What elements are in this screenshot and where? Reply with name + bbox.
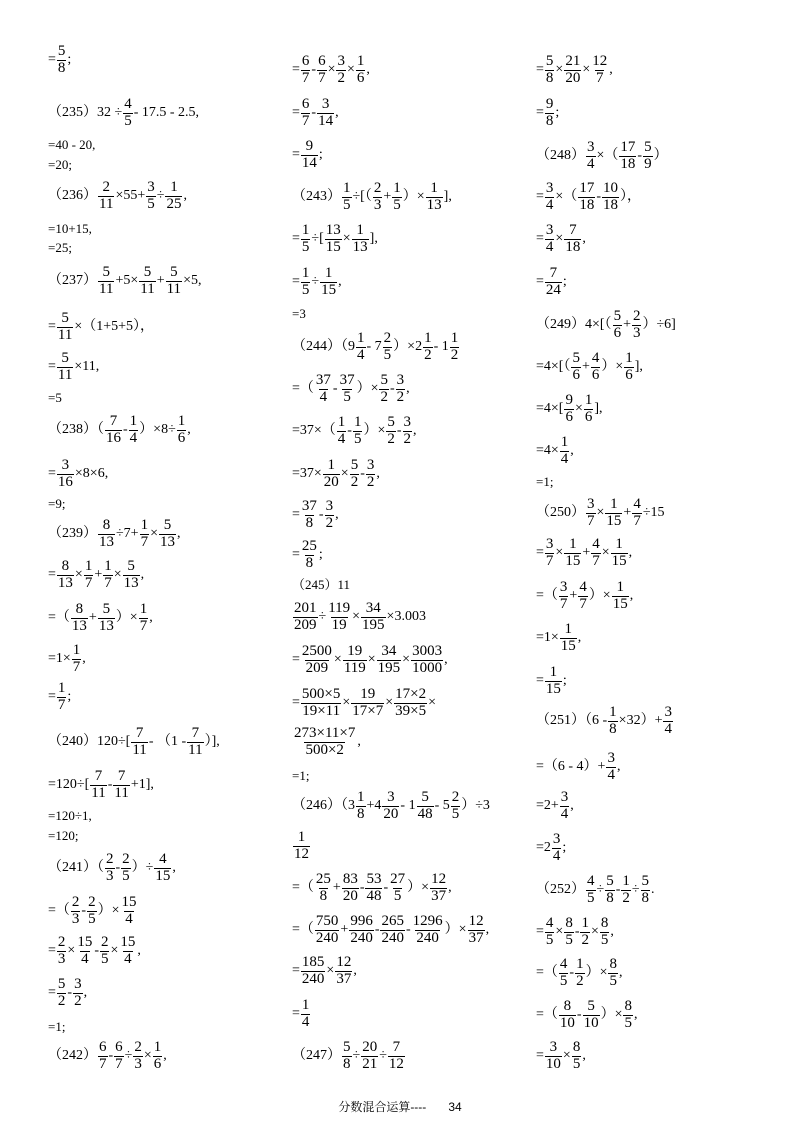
fraction: $\frac{25}{8}$	[301, 537, 317, 571]
fraction: $\frac{3003}{1000}$	[412, 642, 443, 676]
fraction: $\frac{5}{8}$	[606, 872, 614, 906]
fraction: $\frac{7}{11}$	[114, 767, 129, 801]
fraction: $\frac{3}{4}$	[587, 138, 595, 172]
fraction: $\frac{10}{18}$	[602, 179, 618, 213]
equation-line: （238）（ $\frac{7}{16}$ - $\frac{1}{4}$ ）×8÷ $\frac{1}{6}$ ,	[48, 412, 191, 446]
fraction: $\frac{1}{4}$	[337, 413, 346, 447]
equation-line: （250） $\frac{3}{7}$ × $\frac{1}{15}$ + $\frac{4}{7}$ ÷15	[536, 495, 665, 529]
fraction: $\frac{4}{5}$	[559, 955, 568, 989]
fraction: $\frac{7}{16}$	[106, 412, 121, 446]
footer-title: 分数混合运算----	[338, 1100, 427, 1114]
fraction: $\frac{13}{15}$	[325, 221, 341, 255]
equation-line: = $\frac{9}{8}$ ;	[536, 95, 560, 129]
equation-line: = $\frac{6}{7}$ - $\frac{3}{14}$ ,	[292, 95, 339, 129]
fraction: $\frac{1}{15}$	[545, 663, 561, 697]
fraction: $\frac{3}{16}$	[57, 456, 73, 490]
fraction: $\frac{3}{4}$	[664, 703, 672, 737]
fraction: $\frac{21}{20}$	[565, 52, 581, 86]
fraction: $\frac{1}{5}$	[301, 221, 310, 255]
equation-line: =10+15,	[48, 220, 92, 236]
fraction: $\frac{5}{8}$	[545, 52, 554, 86]
fraction: $\frac{2500}{209}$	[301, 642, 332, 676]
equation-line: （239） $\frac{8}{13}$ ÷7+ $\frac{1}{7}$ × $\frac{5}{13}$ ,	[48, 516, 181, 550]
fraction: $\frac{5}{11}$	[57, 309, 73, 343]
fraction: $\frac{5}{48}$	[417, 788, 433, 822]
fraction: $\frac{6}{7}$	[99, 1038, 107, 1072]
equation-line: =9;	[48, 495, 66, 511]
fraction: $\frac{3}{5}$	[147, 178, 155, 212]
equation-line: = $\frac{37}{8}$ - $\frac{3}{2}$ ,	[292, 497, 339, 531]
fraction: $\frac{3}{4}$	[552, 830, 561, 864]
fraction: $\frac{1}{6}$	[584, 391, 593, 425]
fraction: $\frac{9}{6}$	[565, 391, 573, 425]
fraction: $\frac{1}{5}$	[353, 413, 362, 447]
equation-line: （244）（9 $\frac{1}{4}$ - 7 $\frac{2}{5}$ ）×2 $\frac{1}{2}$ - 1 $\frac{1}{2}$	[292, 329, 459, 363]
equation-line: =1× $\frac{1}{15}$ ,	[536, 620, 582, 654]
fraction: $\frac{34}{195}$	[377, 642, 401, 676]
fraction: $\frac{1}{4}$	[129, 412, 138, 446]
fraction: $\frac{1}{2}$	[581, 914, 589, 948]
fraction: $\frac{5}{13}$	[160, 516, 175, 550]
fraction: $\frac{17}{18}$	[579, 179, 595, 213]
fraction: $\frac{1}{15}$	[565, 535, 581, 569]
fraction: $\frac{1}{7}$	[57, 679, 66, 713]
fraction: $\frac{1}{25}$	[166, 178, 182, 212]
fraction: $\frac{6}{7}$	[301, 52, 310, 86]
equation-line: = $\frac{185}{240}$ × $\frac{12}{37}$ ,	[292, 953, 357, 987]
equation-line: =2+ $\frac{3}{4}$ ,	[536, 788, 574, 822]
equation-line: =1;	[536, 473, 554, 489]
fraction: $\frac{5}{6}$	[572, 349, 580, 383]
fraction: $\frac{3}{2}$	[396, 371, 405, 405]
fraction: $\frac{4}{6}$	[591, 349, 600, 383]
fraction: $\frac{4}{5}$	[587, 872, 595, 906]
equation-line	[292, 829, 311, 863]
fraction: $\frac{4}{5}$	[545, 914, 554, 948]
fraction: $\frac{1}{15}$	[611, 535, 627, 569]
fraction: $\frac{1296}{240}$	[412, 912, 443, 946]
fraction: $\frac{1}{2}$	[576, 955, 584, 989]
fraction: $\frac{5}{11}$	[99, 263, 114, 297]
equation-line: =5	[48, 389, 62, 405]
equation-line: = $\frac{3}{4}$ ×（ $\frac{17}{18}$ - $\frac{10}{18}$ ），	[536, 179, 641, 213]
equation-line: （237） $\frac{5}{11}$ +5× $\frac{5}{11}$ + $\frac{5}{11}$ ×5,	[48, 263, 202, 297]
equation-line: = $\frac{1}{4}$	[292, 996, 310, 1030]
fraction: $\frac{7}{11}$	[188, 724, 203, 758]
equation-line: （235）32 ÷ $\frac{4}{5}$ - 17.5 - 2.5,	[48, 95, 200, 129]
fraction: $\frac{15}{4}$	[77, 933, 93, 967]
fraction: $\frac{750}{240}$	[315, 912, 339, 946]
equation-line: =1× $\frac{1}{7}$ ,	[48, 641, 86, 675]
fraction: $\frac{5}{10}$	[583, 997, 599, 1031]
fraction: $\frac{1}{5}$	[301, 264, 310, 298]
fraction: $\frac{185}{240}$	[301, 953, 325, 987]
equation-line: =（ $\frac{25}{8}$ + $\frac{83}{20}$ - $\frac{53}{48}$ - $\frac{27}{5}$ ）× $\frac{12}{37}$ ,	[292, 870, 452, 904]
fraction: $\frac{4}{7}$	[579, 578, 587, 612]
fraction: $\frac{1}{5}$	[343, 179, 351, 213]
fraction: $\frac{37}{8}$	[301, 497, 317, 531]
equation-line: $\frac{201}{209}$ ÷ $\frac{119}{19}$ × $\frac{34}{195}$ ×3.003	[294, 599, 426, 633]
equation-line: =120÷[ $\frac{7}{11}$ - $\frac{7}{11}$ +1],	[48, 767, 154, 801]
fraction: $\frac{19}{119}$	[343, 642, 366, 676]
equation-line: = $\frac{1}{15}$ ;	[536, 663, 567, 697]
fraction: $\frac{1}{7}$	[139, 600, 148, 634]
fraction: $\frac{3}{2}$	[366, 456, 375, 490]
fraction: $\frac{7}{12}$	[388, 1038, 404, 1072]
fraction: $\frac{83}{20}$	[342, 870, 358, 904]
equation-line: =（ $\frac{2}{3}$ - $\frac{2}{5}$ ）× $\frac{15}{4}$	[48, 893, 137, 927]
fraction: $\frac{6}{7}$	[301, 95, 310, 129]
fraction: $\frac{1}{5}$	[393, 179, 401, 213]
fraction: $\frac{4}{5}$	[124, 95, 132, 129]
equation-line: =（ $\frac{8}{13}$ + $\frac{5}{13}$ ）× $\frac{1}{7}$ ,	[48, 600, 153, 634]
equation-line: =4× $\frac{1}{4}$ ,	[536, 433, 574, 467]
equation-line: = $\frac{25}{8}$ ;	[292, 537, 323, 571]
fraction: $\frac{2}{3}$	[632, 307, 641, 341]
equation-line: =40 - 20,	[48, 136, 96, 152]
fraction: $\frac{5}{8}$	[57, 42, 66, 76]
equation-line: = $\frac{5}{11}$ ×（1+5+5），	[48, 309, 155, 343]
fraction: $\frac{3}{4}$	[607, 749, 615, 783]
fraction: $\frac{8}{10}$	[559, 997, 575, 1031]
equation-line: =37×（ $\frac{1}{4}$ - $\frac{1}{5}$ ）× $\frac{5}{2}$ - $\frac{3}{2}$ ,	[292, 413, 417, 447]
equation-line: =（ $\frac{4}{5}$ - $\frac{1}{2}$ ）× $\frac{8}{5}$ ,	[536, 955, 623, 989]
equation-line: =2 $\frac{3}{4}$ ;	[536, 830, 567, 864]
fraction: $\frac{2}{5}$	[88, 893, 96, 927]
fraction: $\frac{8}{13}$	[99, 516, 114, 550]
equation-line: = $\frac{8}{13}$ × $\frac{1}{7}$ + $\frac{1}{7}$ × $\frac{5}{13}$ ,	[48, 557, 145, 591]
fraction: $\frac{1}{6}$	[625, 349, 633, 383]
equation-line: = $\frac{7}{24}$ ;	[536, 264, 567, 298]
fraction: $\frac{6}{7}$	[115, 1038, 123, 1072]
fraction: $\frac{1}{2}$	[424, 329, 432, 363]
fraction: $\frac{3}{2}$	[325, 497, 334, 531]
equation-line: = $\frac{6}{7}$ - $\frac{6}{7}$ × $\frac{3}{2}$ × $\frac{1}{6}$ ,	[292, 52, 370, 86]
fraction: $\frac{1}{13}$	[352, 221, 368, 255]
fraction: $\frac{8}{5}$	[600, 914, 609, 948]
fraction: $\frac{4}{15}$	[155, 850, 171, 884]
fraction: $\frac{7}{18}$	[565, 221, 581, 255]
fraction: $\frac{5}{8}$	[641, 872, 650, 906]
fraction: $\frac{500\times 5}{19\times 11}$	[301, 685, 341, 719]
fraction: $\frac{9}{8}$	[545, 95, 554, 129]
equation-line: （240）120÷[ $\frac{7}{11}$ - （1 - $\frac{7}{11}$ ）],	[48, 724, 220, 758]
fraction: $\frac{201}{209}$	[294, 599, 317, 633]
equation-line: = $\frac{9}{14}$ ;	[292, 137, 323, 171]
fraction: $\frac{1}{8}$	[357, 788, 365, 822]
fraction: $\frac{1}{7}$	[72, 641, 81, 675]
fraction: $\frac{1}{15}$	[612, 578, 628, 612]
fraction: $\frac{4}{7}$	[592, 535, 600, 569]
fraction: $\frac{4}{7}$	[633, 495, 641, 529]
equation-line: = $\frac{3}{16}$ ×8×6,	[48, 456, 109, 490]
equation-line: = $\frac{3}{10}$ × $\frac{8}{5}$ ,	[536, 1038, 586, 1072]
fraction: $\frac{15}{4}$	[120, 933, 136, 967]
fraction: $\frac{8}{5}$	[572, 1038, 581, 1072]
fraction: $\frac{34}{195}$	[362, 599, 385, 633]
fraction: $\frac{1}{15}$	[560, 620, 576, 654]
fraction: $\frac{1}{4}$	[560, 433, 569, 467]
fraction: $\frac{8}{13}$	[57, 557, 73, 591]
equation-line: =（6 - 4）+ $\frac{3}{4}$ ,	[536, 749, 621, 783]
equation-line: =120;	[48, 827, 79, 843]
fraction: $\frac{3}{7}$	[559, 578, 568, 612]
fraction: $\frac{25}{8}$	[315, 870, 331, 904]
fraction: $\frac{5}{11}$	[57, 349, 73, 383]
fraction: $\frac{3}{7}$	[545, 535, 554, 569]
equation-line: $\frac{273\times 11\times 7}{500\times 2}$ ,	[294, 724, 361, 758]
fraction: $\frac{5}{2}$	[387, 413, 395, 447]
fraction: $\frac{1}{7}$	[104, 557, 112, 591]
equation-line: = $\frac{5}{2}$ - $\frac{3}{2}$ ,	[48, 975, 88, 1009]
fraction: $\frac{5}{6}$	[613, 307, 622, 341]
fraction: $\frac{5}{8}$	[343, 1038, 351, 1072]
fraction: $\frac{6}{7}$	[318, 52, 326, 86]
fraction: $\frac{15}{4}$	[121, 893, 137, 927]
page-number: 34	[448, 1100, 462, 1114]
fraction: $\frac{1}{8}$	[609, 703, 617, 737]
equation-line: （247） $\frac{5}{8}$ ÷ $\frac{20}{21}$ ÷ $\frac{7}{12}$	[292, 1038, 404, 1072]
fraction: $\frac{1}{6}$	[177, 412, 186, 446]
fraction: $\frac{2}{11}$	[99, 178, 114, 212]
fraction: $\frac{3}{20}$	[383, 788, 399, 822]
fraction: $\frac{19}{17\times 7}$	[352, 685, 384, 719]
fraction: $\frac{3}{2}$	[337, 52, 345, 86]
fraction: $\frac{996}{240}$	[350, 912, 373, 946]
fraction: $\frac{2}{5}$	[383, 329, 392, 363]
equation-line: （241）（ $\frac{2}{3}$ - $\frac{2}{5}$ ）÷ $\frac{4}{15}$ ,	[48, 850, 176, 884]
fraction: $\frac{3}{10}$	[545, 1038, 561, 1072]
fraction: $\frac{8}{5}$	[565, 914, 573, 948]
fraction: $\frac{119}{19}$	[328, 599, 351, 633]
fraction: $\frac{1}{15}$	[321, 264, 337, 298]
equation-line: =（ $\frac{3}{7}$ + $\frac{4}{7}$ ）× $\frac{1}{15}$ ,	[536, 578, 634, 612]
equation-line: = $\frac{2}{3}$ × $\frac{15}{4}$ - $\frac{2}{5}$ × $\frac{15}{4}$ ,	[48, 933, 141, 967]
equation-line: =20;	[48, 156, 72, 172]
fraction: $\frac{1}{6}$	[356, 52, 365, 86]
equation-line: = $\frac{500\times 5}{19\times 11}$ × $\frac{19}{17\times 7}$ × $\frac{17\times 2}{39\times 5}$ ×	[292, 685, 437, 719]
fraction: $\frac{2}{5}$	[100, 933, 109, 967]
fraction: $\frac{3}{4}$	[545, 179, 554, 213]
equation-line: （249）4×[（ $\frac{5}{6}$ + $\frac{2}{3}$ ）÷6]	[536, 307, 676, 341]
fraction: $\frac{1}{15}$	[606, 495, 622, 529]
equation-line: =（ $\frac{37}{4}$ - $\frac{37}{5}$ ）× $\frac{5}{2}$ - $\frac{3}{2}$ ,	[292, 371, 410, 405]
equation-line: = $\frac{1}{5}$ ÷[ $\frac{13}{15}$ × $\frac{1}{13}$ ],	[292, 221, 378, 255]
fraction: $\frac{1}{7}$	[84, 557, 93, 591]
fraction: $\frac{1}{4}$	[357, 329, 365, 363]
fraction: $\frac{12}{37}$	[336, 953, 352, 987]
fraction: $\frac{17}{18}$	[620, 138, 636, 172]
equation-line: =37× $\frac{1}{20}$ × $\frac{5}{2}$ - $\frac{3}{2}$ ,	[292, 456, 380, 490]
fraction: $\frac{1}{6}$	[153, 1038, 162, 1072]
fraction: $\frac{2}{3}$	[57, 933, 66, 967]
fraction: $\frac{17\times 2}{39\times 5}$	[395, 685, 427, 719]
equation-line: =（ $\frac{750}{240}$ + $\frac{996}{240}$ - $\frac{265}{240}$ - $\frac{1296}{240}$ ）× $\frac{12}{37}$ ,	[292, 912, 490, 946]
equation-line: =（ $\frac{8}{10}$ - $\frac{5}{10}$ ）× $\frac{8}{5}$ ,	[536, 997, 638, 1031]
fraction: $\frac{7}{24}$	[545, 264, 561, 298]
fraction: $\frac{12}{37}$	[468, 912, 484, 946]
equation-line: =1;	[48, 1018, 66, 1034]
equation-line: （251）（6 - $\frac{1}{8}$ ×32）+ $\frac{3}{4}$	[536, 703, 672, 737]
fraction: $\frac{1}{13}$	[426, 179, 442, 213]
fraction: $\frac{1}{20}$	[323, 456, 339, 490]
equation-line: =120÷1,	[48, 807, 92, 823]
fraction: $\frac{3}{7}$	[587, 495, 595, 529]
equation-line: = $\frac{1}{7}$ ;	[48, 679, 72, 713]
fraction: $\frac{273\times 11\times 7}{500\times 2}$	[294, 724, 356, 758]
fraction: $\frac{37}{4}$	[315, 371, 331, 405]
fraction: $\frac{5}{2}$	[57, 975, 66, 1009]
fraction: $\frac{20}{21}$	[362, 1038, 378, 1072]
fraction: $\frac{2}{3}$	[106, 850, 114, 884]
equation-line: =4×[（ $\frac{5}{6}$ + $\frac{4}{6}$ ）× $\frac{1}{6}$ ],	[536, 349, 643, 383]
fraction: $\frac{3}{14}$	[318, 95, 334, 129]
fraction: $\frac{8}{5}$	[624, 997, 632, 1031]
equation-line: = $\frac{1}{5}$ ÷ $\frac{1}{15}$ ,	[292, 264, 342, 298]
fraction: $\frac{2}{3}$	[71, 893, 80, 927]
fraction: $\frac{12}{7}$	[592, 52, 608, 86]
equation-line: （236） $\frac{2}{11}$ ×55+ $\frac{3}{5}$ ÷ $\frac{1}{25}$ ,	[48, 178, 187, 212]
equation-line: =3	[292, 305, 306, 321]
fraction: $\frac{7}{11}$	[132, 724, 147, 758]
equation-line: （242） $\frac{6}{7}$ - $\frac{6}{7}$ ÷ $\frac{2}{3}$ × $\frac{1}{6}$ ,	[48, 1038, 167, 1072]
fraction: $\frac{2}{5}$	[122, 850, 130, 884]
equation-line: =1;	[292, 767, 310, 783]
fraction: $\frac{5}{11}$	[166, 263, 182, 297]
equation-line: = $\frac{2500}{209}$ × $\frac{19}{119}$ × $\frac{34}{195}$ × $\frac{3003}{1000}$ ,	[292, 642, 448, 676]
fraction: $\frac{1}{2}$	[450, 329, 459, 363]
equation-line: = $\frac{3}{4}$ × $\frac{7}{18}$ ,	[536, 221, 586, 255]
equation-line: （243） $\frac{1}{5}$ ÷[（ $\frac{2}{3}$ + $\frac{1}{5}$ ）× $\frac{1}{13}$ ],	[292, 179, 452, 213]
equation-line: = $\frac{3}{7}$ × $\frac{1}{15}$ + $\frac{4}{7}$ × $\frac{1}{15}$ ,	[536, 535, 633, 569]
fraction: $\frac{1}{2}$	[622, 872, 630, 906]
fraction: $\frac{27}{5}$	[390, 870, 406, 904]
fraction: $\frac{2}{3}$	[373, 179, 382, 213]
equation-line: = $\frac{5}{8}$ × $\frac{21}{20}$ × $\frac{12}{7}$ ,	[536, 52, 613, 86]
fraction: $\frac{5}{9}$	[644, 138, 652, 172]
fraction: $\frac{9}{14}$	[301, 137, 317, 171]
fraction: $\frac{5}{11}$	[140, 263, 155, 297]
fraction: $\frac{3}{4}$	[560, 788, 569, 822]
fraction: $\frac{37}{5}$	[339, 371, 355, 405]
fraction: $\frac{3}{2}$	[403, 413, 412, 447]
equation-line: =4×[ $\frac{9}{6}$ × $\frac{1}{6}$ ],	[536, 391, 603, 425]
fraction: $\frac{1}{7}$	[140, 516, 149, 550]
fraction: $\frac{8}{5}$	[609, 955, 617, 989]
equation-line: （248） $\frac{3}{4}$ ×（ $\frac{17}{18}$ - $\frac{5}{9}$ ）	[536, 138, 668, 172]
fraction: $\frac{5}{2}$	[350, 456, 359, 490]
equation-line: = $\frac{5}{8}$ ;	[48, 42, 72, 76]
fraction: $\frac{1}{4}$	[301, 996, 310, 1030]
fraction: $\frac{1}{12}$	[294, 828, 309, 862]
equation-line: （252） $\frac{4}{5}$ ÷ $\frac{5}{8}$ - $\frac{1}{2}$ ÷ $\frac{5}{8}$ .	[536, 872, 655, 906]
fraction: $\frac{3}{4}$	[545, 221, 554, 255]
fraction: $\frac{53}{48}$	[366, 870, 382, 904]
equation-line: =25;	[48, 239, 72, 255]
fraction: $\frac{5}{2}$	[380, 371, 388, 405]
equation-line: （246）（3 $\frac{1}{8}$ +4 $\frac{3}{20}$ - 1 $\frac{5}{48}$ - 5 $\frac{2}{5}$ ）÷3	[292, 788, 490, 822]
fraction: $\frac{2}{5}$	[451, 788, 460, 822]
page-footer	[0, 1098, 800, 1115]
fraction: $\frac{5}{13}$	[98, 600, 114, 634]
equation-line: = $\frac{5}{11}$ ×11,	[48, 349, 100, 383]
equation-line: = $\frac{4}{5}$ × $\frac{8}{5}$ - $\frac{1}{2}$ × $\frac{8}{5}$ ,	[536, 914, 614, 948]
fraction: $\frac{5}{13}$	[123, 557, 139, 591]
fraction: $\frac{7}{11}$	[91, 767, 106, 801]
fraction: $\frac{265}{240}$	[381, 912, 404, 946]
fraction: $\frac{3}{2}$	[74, 975, 82, 1009]
fraction: $\frac{12}{37}$	[431, 870, 447, 904]
fraction: $\frac{8}{13}$	[71, 600, 87, 634]
fraction: $\frac{2}{3}$	[134, 1038, 142, 1072]
equation-line: （245）11	[292, 576, 351, 592]
